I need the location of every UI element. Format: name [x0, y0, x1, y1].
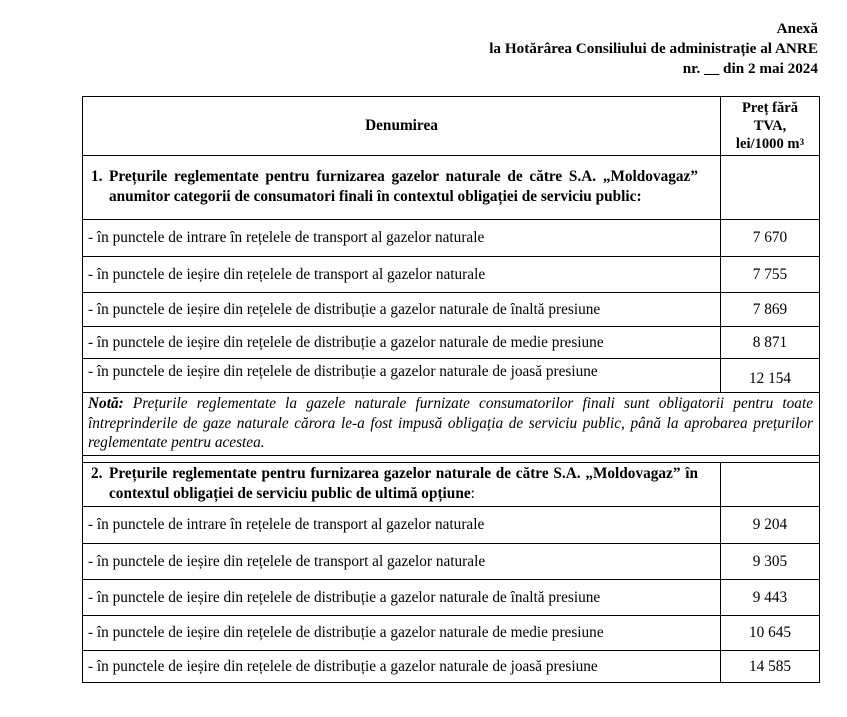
note-label: Notă:	[88, 395, 124, 413]
column-header-price	[721, 97, 820, 156]
table-row	[83, 293, 820, 327]
table-row	[83, 651, 820, 683]
unit-superscript: 3	[799, 137, 805, 147]
section-2-number: 2.	[91, 465, 103, 482]
section-1-title-text: Prețurile reglementate pentru furnizarea gazelor naturale de către S.A. „Moldovagaz” anumitor categorii de consumatori finali în contextul obligației de serviciu public:	[109, 168, 698, 205]
table-row	[83, 257, 820, 293]
column-header-name: Denumirea	[83, 97, 721, 156]
row-value: 7 869	[721, 293, 820, 327]
row-label: - în punctele de intrare în rețelele de transport al gazelor naturale	[83, 220, 721, 257]
section-2-empty-cell	[721, 463, 820, 507]
row-value: 9 305	[721, 544, 820, 580]
spacer-row	[83, 456, 820, 463]
section-2-title-row	[83, 463, 820, 507]
section-2-title-text: Prețurile reglementate pentru furnizarea gazelor naturale de către S.A. „Moldovagaz” în contextul obligației de serviciu public de ultimă opțiune	[109, 465, 698, 502]
note-row	[83, 393, 820, 456]
column-header-price-line3	[721, 135, 819, 153]
price-table	[82, 96, 820, 683]
section-1-title-row	[83, 156, 820, 220]
row-value: 9 443	[721, 580, 820, 616]
annex-header	[489, 19, 818, 79]
row-label: - în punctele de ieșire din rețelele de distribuție a gazelor naturale de înaltă presiune	[83, 580, 721, 616]
row-label: - în punctele de ieșire din rețelele de distribuție a gazelor naturale de înaltă presiune	[83, 293, 721, 327]
table-row	[83, 580, 820, 616]
table-header-row	[83, 97, 820, 156]
section-2-title	[83, 463, 721, 507]
note-text: Prețurile reglementate la gazele naturale furnizate consumatorilor finali sunt obligatorii pentru toate întreprinderile de gaze naturale cărora le-a fost impusă obligația de serviciu public, până la aprobarea prețurilor reglementate pentru acestea.	[88, 395, 813, 452]
column-header-price-line1: Preț fără	[741, 100, 799, 116]
unit-text: lei/1000 m	[735, 136, 800, 152]
column-header-price-line2: TVA,	[753, 118, 787, 134]
row-label: - în punctele de ieșire din rețelele de distribuție a gazelor naturale de joasă presiune	[83, 359, 721, 393]
note	[83, 393, 820, 456]
annex-title: Anexă	[776, 20, 818, 37]
row-value: 7 670	[721, 220, 820, 257]
table-row	[83, 507, 820, 544]
section-2-title-colon: :	[470, 484, 475, 502]
row-label: - în punctele de intrare în rețelele de transport al gazelor naturale	[83, 507, 721, 544]
section-1-number: 1.	[91, 168, 103, 185]
table-row	[83, 616, 820, 651]
table-row	[83, 220, 820, 257]
table-row	[83, 544, 820, 580]
annex-number-date: nr. __ din 2 mai 2024	[682, 60, 818, 77]
row-label: - în punctele de ieșire din rețelele de transport al gazelor naturale	[83, 257, 721, 293]
table-row	[83, 327, 820, 359]
row-value: 14 585	[721, 651, 820, 683]
row-value: 8 871	[721, 327, 820, 359]
section-1-empty-cell	[721, 156, 820, 220]
row-value: 7 755	[721, 257, 820, 293]
row-label: - în punctele de ieșire din rețelele de transport al gazelor naturale	[83, 544, 721, 580]
row-value: 12 154	[721, 359, 820, 393]
table-row	[83, 359, 820, 393]
row-label: - în punctele de ieșire din rețelele de distribuție a gazelor naturale de joasă presiune	[83, 651, 721, 683]
row-value: 10 645	[721, 616, 820, 651]
row-label: - în punctele de ieșire din rețelele de distribuție a gazelor naturale de medie presiune	[83, 327, 721, 359]
spacer-cell	[83, 456, 820, 463]
annex-decision: la Hotărârea Consiliului de administrație al ANRE	[489, 40, 818, 57]
row-label: - în punctele de ieșire din rețelele de distribuție a gazelor naturale de medie presiune	[83, 616, 721, 651]
row-value: 9 204	[721, 507, 820, 544]
section-1-title	[83, 156, 721, 220]
